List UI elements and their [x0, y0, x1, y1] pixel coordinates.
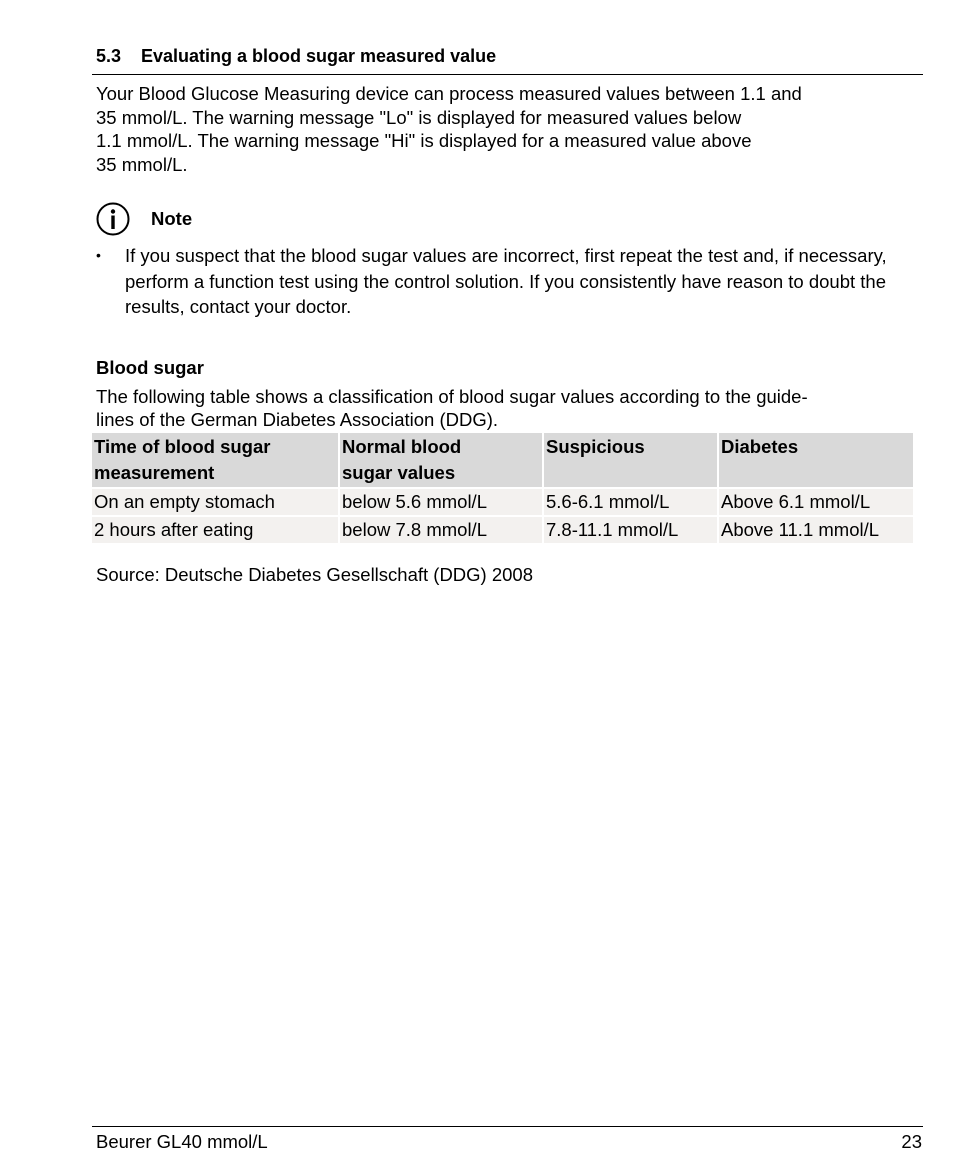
blood-sugar-heading: Blood sugar — [96, 357, 204, 378]
note-label: Note — [151, 208, 193, 229]
section-number: 5.3 — [96, 46, 122, 66]
table-header-row — [92, 433, 913, 487]
table-cell: below 5.6 mmol/L — [340, 489, 542, 515]
note-item-text: If you suspect that the blood sugar values are incorrect, first repeat the test and, if necessary, perform a function test using the control solution. If you consistently have reason to doubt the results, contact your doctor. — [125, 245, 887, 317]
table-cell: On an empty stomach — [92, 489, 338, 515]
section-title — [96, 45, 496, 67]
table-intro-line: lines of the German Diabetes Association (DDG). — [96, 408, 499, 430]
table-cell: 2 hours after eating — [92, 517, 338, 543]
intro-line: 35 mmol/L. The warning message "Lo" is displayed for measured values below — [96, 106, 742, 128]
bullet-icon: • — [96, 247, 101, 263]
header-line: Time of blood sugar — [94, 436, 271, 457]
classification-table — [90, 431, 915, 545]
page-number: 23 — [901, 1131, 922, 1152]
header-line: Diabetes — [721, 436, 799, 457]
section-heading: Evaluating a blood sugar measured value — [141, 46, 497, 66]
intro-line: 1.1 mmol/L. The warning message "Hi" is displayed for a measured value above — [96, 130, 752, 151]
section-divider — [92, 74, 923, 75]
header-line: Suspicious — [546, 436, 645, 457]
table-row — [92, 517, 913, 543]
header-line: measurement — [94, 462, 215, 483]
table-intro — [96, 386, 906, 431]
table-cell: Above 6.1 mmol/L — [719, 489, 913, 515]
note-list — [96, 243, 908, 320]
intro-paragraph — [96, 82, 906, 176]
table-cell: 7.8-11.1 mmol/L — [544, 517, 717, 543]
table-cell: Above 11.1 mmol/L — [719, 517, 913, 543]
table-intro-line: The following table shows a classification of blood sugar values according to the guide- — [96, 386, 808, 407]
header-line: Normal blood — [342, 436, 462, 457]
column-header-time — [92, 433, 338, 487]
info-icon — [96, 202, 130, 236]
header-line: sugar values — [342, 462, 456, 483]
table-cell: 5.6-6.1 mmol/L — [544, 489, 717, 515]
footer-divider — [92, 1126, 923, 1127]
classification-table-wrapper — [92, 433, 909, 543]
intro-line: Your Blood Glucose Measuring device can process measured values between 1.1 and — [96, 83, 802, 104]
table-cell: below 7.8 mmol/L — [340, 517, 542, 543]
column-header-normal — [340, 433, 542, 487]
footer-product: Beurer GL40 mmol/L — [96, 1131, 268, 1152]
column-header-diabetes — [719, 433, 913, 487]
table-row — [92, 489, 913, 515]
intro-line: 35 mmol/L. — [96, 153, 188, 175]
source-citation: Source: Deutsche Diabetes Gesellschaft (DDG) 2008 — [96, 564, 534, 585]
column-header-suspicious — [544, 433, 717, 487]
note-item — [96, 243, 908, 320]
note-header — [96, 202, 192, 236]
